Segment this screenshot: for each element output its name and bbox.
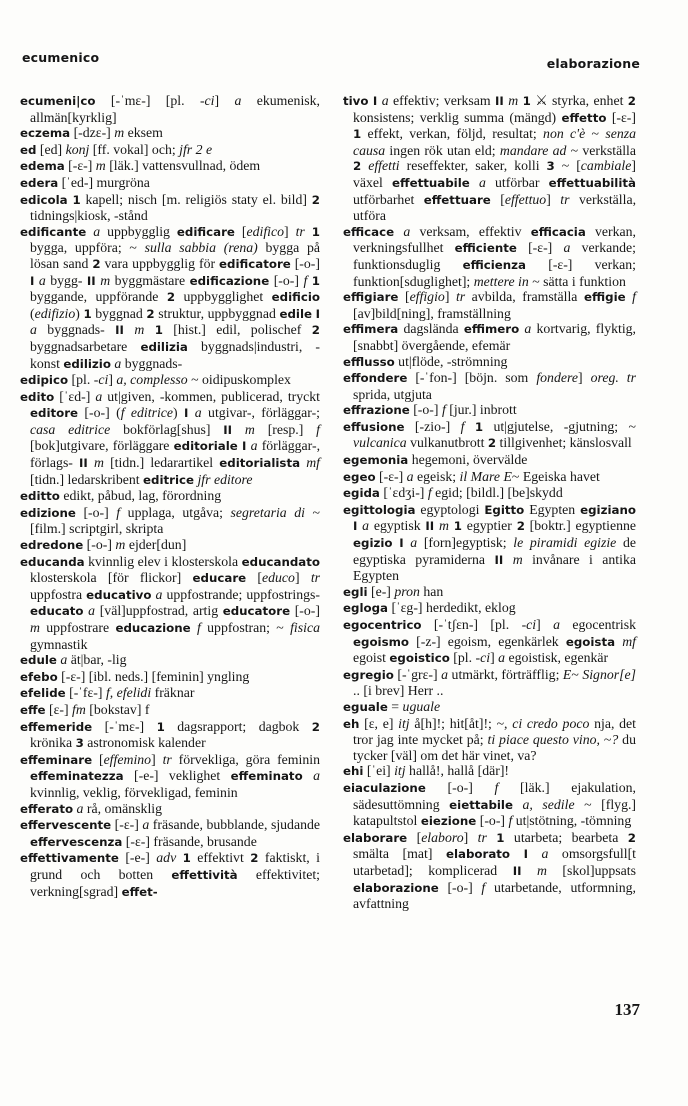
- right-column: [343, 93, 636, 912]
- dictionary-entry: egida [ˈɛdʒi-] f egid; [bildl.] [be]skydd: [343, 485, 563, 501]
- dictionary-entry: edicola 1 kapell; nisch [m. religiös staty el. bild] 2 tidnings|kiosk, -stånd: [20, 191, 320, 224]
- dictionary-entry: efebo [-ɛ-] [ibl. neds.] [feminin] yngling: [20, 668, 250, 684]
- dictionary-entry: egittologia egyptologi Egitto Egypten egiziano I a egyptisk II m 1 egyptier 2 [boktr.] egyptienne egizio I a [forn]egyptisk; le piramidi egizie de egyptiska pyramiderna II m invånare i antika Egypten: [343, 501, 636, 584]
- header-last-headword: elaborazione: [546, 56, 640, 71]
- dictionary-entry: edera [ˈed-] murgröna: [20, 174, 150, 190]
- dictionary-entry: eguale = uguale: [343, 698, 441, 714]
- dictionary-entry: effondere [-ˈfon-] [böjn. som fondere] oreg. tr sprida, utgjuta: [343, 370, 637, 402]
- dictionary-entry: ehi [ˈei] itj hallå!, hallå [där]!: [343, 763, 510, 779]
- dictionary-entry: effimera dagslända effimero a kortvarig, flyktig, [snabbt] övergående, efemär: [343, 321, 636, 353]
- dictionary-entry: educanda kvinnlig elev i klosterskola educandato klosterskola [för flickor] educare [educo] tr uppfostra educativo a uppfostrande; uppfostrings- educato a [väl]uppfostrad, artig educatore [-o-] m uppfostrare educazione f uppfostran; ~ fisica gymnastik: [20, 553, 321, 652]
- dictionary-entry: editto edikt, påbud, lag, förordning: [20, 488, 222, 504]
- left-column: [20, 93, 320, 900]
- dictionary-entry: egregio [-ˈgrɛ-] a utmärkt, förträfflig; E~ Signor[e] .. [i brev] Herr ..: [343, 666, 636, 699]
- dictionary-entry: egeo [-ɛ-] a egeisk; il Mare E~ Egeiska havet: [343, 468, 600, 484]
- dictionary-entry: efflusso ut|flöde, -strömning: [343, 353, 508, 369]
- page-number: 137: [614, 1000, 640, 1019]
- dictionary-entry: effusione [-zio-] f 1 ut|gjutelse, -gjutning; ~ vulcanica vulkanutbrott 2 tillgivenhet; känslosvall: [343, 418, 636, 451]
- dictionary-entry: effettivamente [-e-] adv 1 effektivt 2 faktiskt, i grund och botten effettività effektivitet; verkning[sgrad] effet-: [20, 850, 321, 899]
- dictionary-entry: eh [ɛ, e] itj å[h]!; hit[åt]!; ~, ci credo poco nja, det tror jag inte mycket på; ti piace questo vino, ~? du tycker [väl] om det här vinet, va?: [343, 715, 637, 763]
- dictionary-entry: effeminare [effemino] tr förvekliga, göra feminin effeminatezza [-e-] veklighet effeminato a kvinnlig, veklig, förvekligad, feminin: [20, 751, 320, 800]
- dictionary-entry: edificante a uppbygglig edificare [edifico] tr 1 bygga, uppföra; ~ sulla sabbia (rena) bygga på lösan sand 2 vara uppbygglig för edificatore [-o-] I a bygg- II m byggmästare edificazione [-o-] f 1 byggande, uppförande 2 uppbygglighet edificio (edifizio) 1 byggnad 2 struktur, uppbyggnad edile I a byggnads- II m 1 [hist.] edil, polischef 2 byggnadsarbetare edilizia byggnads|industri, -konst edilizio a byggnads-: [20, 223, 321, 371]
- dictionary-entry: edito [ˈɛd-] a ut|given, -kommen, publicerad, tryckt editore [-o-] (f editrice) I a utgivar-, förläggar-; casa editrice bokförlag[shus] II m [resp.] f [bok]utgivare, förläggare editoriale I a förläggar-, förlags- II m [tidn.] ledarartikel editorialista mf [tidn.] ledarskribent editrice jfr editore: [20, 388, 321, 487]
- dictionary-entry: efelide [-ˈfɛ-] f, efelidi fräknar: [20, 685, 195, 701]
- dictionary-entry: ecumeni|co [-ˈmɛ-] [pl. -ci] a ekumenisk, allmän[kyrklig]: [20, 93, 320, 125]
- running-header: [22, 50, 640, 70]
- header-first-headword: ecumenico: [22, 50, 100, 65]
- dictionary-entry: effigiare [effigio] tr avbilda, framställa effigie f [av]bild[ning], framställning: [343, 289, 636, 321]
- dictionary-entry: effrazione [-o-] f [jur.] inbrott: [343, 402, 517, 418]
- dictionary-entry: edredone [-o-] m ejder[dun]: [20, 537, 187, 553]
- dictionary-entry: ed [ed] konj [ff. vokal] och; jfr 2 e: [20, 141, 213, 157]
- dictionary-entry: egloga [ˈɛg-] herdedikt, eklog: [343, 600, 516, 616]
- dictionary-entry: egli [e-] pron han: [343, 583, 444, 599]
- dictionary-entry: effemeride [-ˈmɛ-] 1 dagsrapport; dagbok 2 krönika 3 astronomisk kalender: [20, 718, 320, 751]
- dictionary-entry: edema [-ɛ-] m [läk.] vattensvullnad, ödem: [20, 158, 261, 174]
- dictionary-entry: egemonia hegemoni, övervälde: [343, 452, 528, 468]
- dictionary-entry: edule a ät|bar, -lig: [20, 652, 127, 668]
- dictionary-entry: eczema [-dzɛ-] m eksem: [20, 125, 163, 141]
- dictionary-entry: egocentrico [-ˈtʃɛn-] [pl. -ci] a egocentrisk egoismo [-z-] egoism, egenkärlek egoista mf egoist egoistico [pl. -ci] a egoistisk, egenkär: [343, 617, 637, 666]
- dictionary-entry: effervescente [-ɛ-] a fräsande, bubblande, sjudande effervescenza [-ɛ-] fräsande, brusande: [20, 817, 320, 849]
- dictionary-entry: efficace a verksam, effektiv efficacia verkan, verkningsfullhet efficiente [-ɛ-] a verkande; funktionsduglig efficienza [-ɛ-] verkan; funktion[sduglighet]; mettere in ~ sätta i funktion: [343, 223, 637, 289]
- dictionary-entry: edizione [-o-] f upplaga, utgåva; segretaria di ~ [film.] scriptgirl, skripta: [20, 504, 320, 537]
- dictionary-entry: edipico [pl. -ci] a, complesso ~ oidipuskomplex: [20, 372, 291, 388]
- dictionary-entry: efferato a rå, omänsklig: [20, 800, 163, 816]
- dictionary-entry: elaborare [elaboro] tr 1 utarbeta; bearbeta 2 smälta [mat] elaborato I a omsorgsfull[t utarbetad]; komplicerad II m [skol]uppsats elaborazione [-o-] f utarbetande, utformning, avfattning: [343, 829, 637, 912]
- dictionary-entry: effe [ɛ-] fm [bokstav] f: [20, 701, 150, 717]
- dictionary-entry: eiaculazione [-o-] f [läk.] ejakulation, sädesuttömning eiettabile a, sedile ~ [flyg.] katapultstol eiezione [-o-] f ut|stötning, -tömning: [343, 779, 637, 829]
- dictionary-entry: tivo I a effektiv; verksam II m 1 ⚔ styrka, enhet 2 konsistens; verklig summa (mängd) effetto [-ɛ-] 1 effekt, verkan, följd, resultat; non c'è ~ senza causa ingen rök utan eld; mandare ad ~ verkställa 2 effetti reseffekter, saker, kolli 3 ~ [cambiale] växel effettuabile a utförbar effettuabilità utförbarhet effettuare [effettuo] tr verkställa, utföra: [343, 93, 637, 224]
